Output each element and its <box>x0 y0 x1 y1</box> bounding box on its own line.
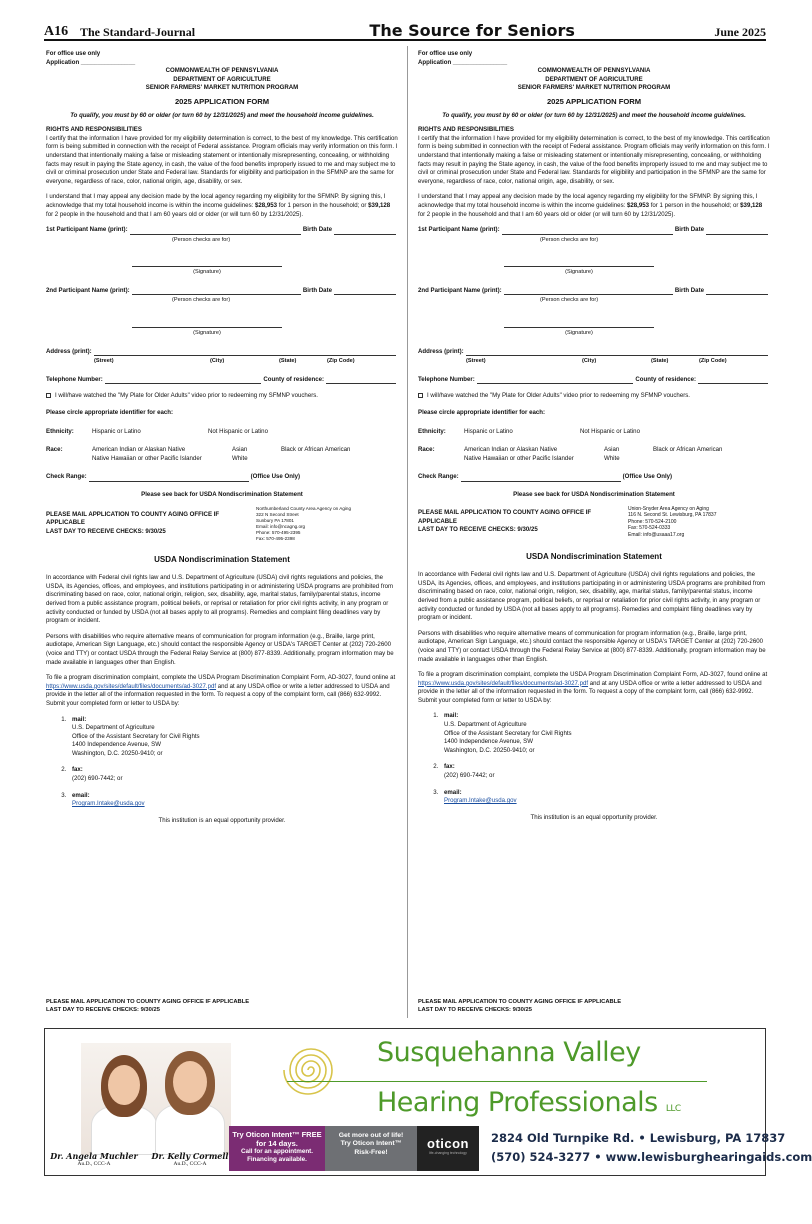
qualify-note: To qualify, you must by 60 or older (or turn 60 by 12/31/2025) and meet the household income guidelines. <box>70 111 374 119</box>
page-number: A16 <box>44 24 69 39</box>
rights-text: I certify that the information I have provided for my eligibility determination is correct, to the best of my knowledge. This certification form is being submitted in connection with the receipt of Federal assistance. Program officials may verify information on this form. I understand that intentionally making a false or misleading statement or intentionally misrepresenting, concealing, or withholding facts may result in paying the State agency, in cash, the value of the food benefits improperly issued to me and may subject me to civil or criminal prosecution under State and Federal law. Standards for eligibility and participation in the SFMNP are the same for everyone, regardless of race, color, national origin, age, disability, or sex. <box>418 134 770 185</box>
promo-free-trial: Try Oticon Intent™ FREE for 14 days. Call for an appointment. Financing available. <box>229 1126 325 1171</box>
participant1-name-field[interactable]: 1st Participant Name (print): Birth Date <box>418 226 770 235</box>
address-field[interactable]: Address (print): <box>46 348 398 357</box>
usda-paragraph-1: In accordance with Federal civil rights law and U.S. Department of Agriculture (USDA) civil rights regulations and policies, the USDA, its Agencies, offices, and employees, and institutions participating in or administering USDA programs are prohibited from discriminating based on race, color, national origin, religion, sex, disability, age, marital status, family/parental status, income derived from a public assistance program, political beliefs, or reprisal or retaliation for prior civil rights activity, in any program or activity conducted or funded by USDA (not all bases apply to all programs). Remedies and complaint filing deadlines vary by program or incident. <box>46 574 394 625</box>
application-form-right <box>418 50 770 822</box>
appeal-text: I understand that I may appeal any decision made by the local agency regarding my eligibility for the SFMNP. By signing this, I acknowledge that my total household income is within the income guidelines: $28,953 for 1 person in the household; or $39,128 for 2 people in the household and that I am 60 years old or older (or will turn 60 by 12/31/2025). <box>418 193 763 218</box>
form-title: 2025 APPLICATION FORM <box>174 96 270 106</box>
see-back-note: Please see back for USDA Nondiscrimination Statement <box>141 491 303 498</box>
complaint-form-link[interactable]: https://www.usda.gov/sites/default/files/documents/ad-3027.pdf <box>46 682 217 690</box>
county-agency-block: PLEASE MAIL APPLICATION TO COUNTY AGING OFFICE IF APPLICABLE LAST DAY TO RECEIVE CHECKS: 9/30/25 Northumberland County Area Agency on Aging 322 N Second Street Sunbury PA 17801 Email: info@ncagng.org Phone: 570-495-2395 Fax: 570-495-2398 <box>46 505 351 541</box>
column-divider <box>407 46 408 1018</box>
video-checkbox[interactable]: I will/have watched the "My Plate for Older Adults" video prior to redeeming my SFMNP vouchers. <box>418 392 770 401</box>
spiral-logo-icon <box>273 1035 343 1105</box>
list-item: 3. email: Program.Intake@usda.gov <box>68 792 398 809</box>
doctor-1-name: Dr. Angela Muchler Au.D., CCC-A <box>50 1151 138 1167</box>
participant2-signature-field[interactable]: (Signature) <box>504 327 654 338</box>
department-name: DEPARTMENT OF AGRICULTURE <box>173 75 271 83</box>
business-name-line1: Susquehanna Valley <box>377 1037 641 1068</box>
rights-text: I certify that the information I have provided for my eligibility determination is correct, to the best of my knowledge. This certification form is being submitted in connection with the receipt of Federal assistance. Program officials may verify information on this form. I understand that intentionally making a false or misleading statement or intentionally misrepresenting, concealing, or withholding facts may result in paying the State agency, in cash, the value of the food benefits improperly issued to me and may subject me to civil or criminal prosecution under State and Federal law. Standards for eligibility and participation in the SFMNP are the same for everyone, regardless of race, color, national origin, age, disability, or sex. <box>46 134 398 185</box>
participant1-signature-field[interactable]: (Signature) <box>132 266 282 277</box>
ethnicity-row: Ethnicity: Hispanic or Latino Not Hispanic or Latino <box>418 427 640 435</box>
participant2-signature-field[interactable]: (Signature) <box>132 327 282 338</box>
circle-instruction: Please circle appropriate identifier for each: <box>418 409 545 417</box>
list-item: 1. mail: U.S. Department of Agriculture Office of the Assistant Secretary for Civil Rights 1400 Independence Avenue, SW Washington, D.C. 20250-9410; or <box>440 712 770 755</box>
business-name-line2: Hearing Professionals LLC <box>377 1087 681 1118</box>
check-range-field[interactable]: Check Range: (Office Use Only) <box>418 473 673 481</box>
program-name: SENIOR FARMERS' MARKET NUTRITION PROGRAM <box>145 84 299 92</box>
see-back-note: Please see back for USDA Nondiscrimination Statement <box>513 491 675 498</box>
checkbox-icon[interactable] <box>46 393 51 398</box>
doctors-photo <box>81 1043 231 1155</box>
agency-name: COMMONWEALTH OF PENNSYLVANIA <box>165 67 279 75</box>
email-link[interactable]: Program.Intake@usda.gov <box>444 797 517 805</box>
equal-opportunity-note: This institution is an equal opportunity provider. <box>530 813 658 821</box>
usda-paragraph-3: To file a program discrimination complaint, complete the USDA Program Discrimination Complaint Form, AD-3027, found online at https://www.usda.gov/sites/default/files/documents/ad-3027.pdf and at any USDA office or write a letter addressed to USDA and provide in the letter all of the information requested in the form. To request a copy of the complaint form, call (866) 632-9992. Submit your completed form or letter to USDA by: <box>418 671 768 704</box>
telephone-field[interactable]: Telephone Number: County of residence: <box>418 376 770 385</box>
hearing-ad <box>44 1028 812 1176</box>
participant1-signature-field[interactable]: (Signature) <box>504 266 654 277</box>
video-checkbox[interactable]: I will/have watched the "My Plate for Older Adults" video prior to redeeming my SFMNP vouchers. <box>46 392 398 401</box>
check-range-field[interactable]: Check Range: (Office Use Only) <box>46 473 301 481</box>
usda-heading: USDA Nondiscrimination Statement <box>154 554 290 564</box>
list-item: 2. fax: (202) 690-7442; or <box>68 766 398 783</box>
rights-heading: RIGHTS AND RESPONSIBILITIES <box>418 126 514 134</box>
equal-opportunity-note: This institution is an equal opportunity provider. <box>158 816 286 824</box>
agency-address: Northumberland County Area Agency on Aging 322 N Second Street Sunbury PA 17801 Email: info@ncagng.org Phone: 570-495-2395 Fax: 570-495-2398 <box>256 505 351 541</box>
usda-paragraph-2: Persons with disabilities who require alternative means of communication for program information (e.g., Braille, large print, audiotape, American Sign Language, etc.) should contact the responsible Agency or USDA's TARGET Center at (202) 720-2600 (voice and TTY) or contact USDA through the Federal Relay Service at (800) 877-8339. Additionally, program information may be made available in languages other than English. <box>418 629 766 663</box>
issue-date: June 2025 <box>714 25 766 39</box>
rights-heading: RIGHTS AND RESPONSIBILITIES <box>46 126 142 134</box>
telephone-field[interactable]: Telephone Number: County of residence: <box>46 376 398 385</box>
application-line: Application ________________ <box>418 58 508 66</box>
circle-instruction: Please circle appropriate identifier for each: <box>46 409 173 417</box>
checkbox-icon[interactable] <box>418 393 423 398</box>
agency-name: COMMONWEALTH OF PENNSYLVANIA <box>537 67 651 75</box>
usda-submit-list <box>440 712 770 805</box>
usda-paragraph-1: In accordance with Federal civil rights law and U.S. Department of Agriculture (USDA) civil rights regulations and policies, the USDA, its Agencies, offices, and employees, and institutions participating in or administering USDA programs are prohibited from discriminating based on race, color, national origin, religion, sex, disability, age, marital status, family/parental status, income derived from a public assistance program, political beliefs, or reprisal or retaliation for prior civil rights activity, in any program or activity conducted or funded by USDA (not all bases apply to all programs). Remedies and complaint filing deadlines vary by program or incident. <box>418 571 766 622</box>
agency-address: Union-Snyder Area Agency on Aging 116 N. Second St. Lewisburg, PA 17837 Phone: 570-524-2100 Fax: 570-524-0333 Email: info@usaaa17.org <box>628 505 717 538</box>
list-item: 2. fax: (202) 690-7442; or <box>440 763 770 780</box>
section-title: The Source for Seniors <box>369 21 575 40</box>
address-subfields: (Street) (City) (State) (Zip Code) <box>94 358 355 365</box>
race-row: Race: American Indian or Alaskan Native Native Hawaiian or other Pacific Islander Asian White Black or African American <box>418 446 723 462</box>
application-form-left <box>46 50 398 825</box>
business-address: 2824 Old Turnpike Rd. • Lewisburg, PA 17837 <box>491 1131 786 1145</box>
person-checks-note: (Person checks are for) <box>172 236 231 243</box>
usda-submit-list <box>68 716 398 809</box>
publication-name: The Standard-Journal <box>80 25 196 39</box>
participant1-name-field[interactable]: 1st Participant Name (print): Birth Date <box>46 226 398 235</box>
office-use-label: For office use only <box>418 50 473 57</box>
business-contact: (570) 524-3277 • www.lewisburghearingaids.com <box>491 1150 812 1164</box>
participant2-name-field[interactable]: 2nd Participant Name (print): Birth Date <box>418 287 770 296</box>
header-rule <box>44 39 766 41</box>
usda-paragraph-2: Persons with disabilities who require alternative means of communication for program information (e.g., Braille, large print, audiotape, American Sign Language, etc.) should contact the responsible Agency or USDA's TARGET Center at (202) 720-2600 (voice and TTY) or contact USDA through the Federal Relay Service at (800) 877-8339. Additionally, program information may be made available in languages other than English. <box>46 632 394 666</box>
ethnicity-row: Ethnicity: Hispanic or Latino Not Hispanic or Latino <box>46 427 268 435</box>
oticon-logo: oticon life-changing technology <box>417 1126 479 1171</box>
address-subfields: (Street) (City) (State) (Zip Code) <box>466 358 727 365</box>
complaint-form-link[interactable]: https://www.usda.gov/sites/default/files/documents/ad-3027.pdf <box>418 679 589 687</box>
form-title: 2025 APPLICATION FORM <box>546 96 642 106</box>
usda-paragraph-3: To file a program discrimination complaint, complete the USDA Program Discrimination Complaint Form, AD-3027, found online at https://www.usda.gov/sites/default/files/documents/ad-3027.pdf and at any USDA office or write a letter addressed to USDA and provide in the letter all of the information requested in the form. To request a copy of the complaint form, call (866) 632-9992. Submit your completed form or letter to USDA by: <box>46 674 396 707</box>
race-row: Race: American Indian or Alaskan Native Native Hawaiian or other Pacific Islander Asian White Black or African American <box>46 446 351 462</box>
doctor-2-name: Dr. Kelly Cormell Au.D., CCC-A <box>151 1151 229 1167</box>
application-line: Application ________________ <box>46 58 136 66</box>
promo-risk-free: Get more out of life! Try Oticon Intent™ Risk-Free! <box>325 1126 417 1171</box>
qualify-note: To qualify, you must by 60 or older (or turn 60 by 12/31/2025) and meet the household income guidelines. <box>442 111 746 119</box>
list-item: 3. email: Program.Intake@usda.gov <box>440 789 770 806</box>
address-field[interactable]: Address (print): <box>418 348 770 357</box>
bottom-mail-note-right: PLEASE MAIL APPLICATION TO COUNTY AGING OFFICE IF APPLICABLE LAST DAY TO RECEIVE CHECKS: 9/30/25 <box>418 999 622 1013</box>
usda-heading: USDA Nondiscrimination Statement <box>526 551 662 561</box>
list-item: 1. mail: U.S. Department of Agriculture Office of the Assistant Secretary for Civil Rights 1400 Independence Avenue, SW Washington, D.C. 20250-9410; or <box>68 716 398 759</box>
person-checks-note: (Person checks are for) <box>172 297 231 304</box>
logo-underline <box>287 1081 707 1082</box>
office-use-label: For office use only <box>46 50 101 57</box>
bottom-mail-note-left: PLEASE MAIL APPLICATION TO COUNTY AGING OFFICE IF APPLICABLE LAST DAY TO RECEIVE CHECKS: 9/30/25 <box>46 999 250 1013</box>
person-checks-note: (Person checks are for) <box>540 297 599 304</box>
county-agency-block: PLEASE MAIL APPLICATION TO COUNTY AGING OFFICE IF APPLICABLE LAST DAY TO RECEIVE CHECKS: 9/30/25 Union-Snyder Area Agency on Aging 116 N. Second St. Lewisburg, PA 17837 Phone: 570-524-2100 Fax: 570-524-0333 Email: info@usaaa17.org <box>418 505 717 538</box>
program-name: SENIOR FARMERS' MARKET NUTRITION PROGRAM <box>517 84 671 92</box>
person-checks-note: (Person checks are for) <box>540 236 599 243</box>
department-name: DEPARTMENT OF AGRICULTURE <box>545 75 643 83</box>
page-header <box>44 18 766 40</box>
participant2-name-field[interactable]: 2nd Participant Name (print): Birth Date <box>46 287 398 296</box>
email-link[interactable]: Program.Intake@usda.gov <box>72 800 145 808</box>
appeal-text: I understand that I may appeal any decision made by the local agency regarding my eligibility for the SFMNP. By signing this, I acknowledge that my total household income is within the income guidelines: $28,953 for 1 person in the household; or $39,128 for 2 people in the household and that I am 60 years old or older (or will turn 60 by 12/31/2025). <box>46 193 391 218</box>
